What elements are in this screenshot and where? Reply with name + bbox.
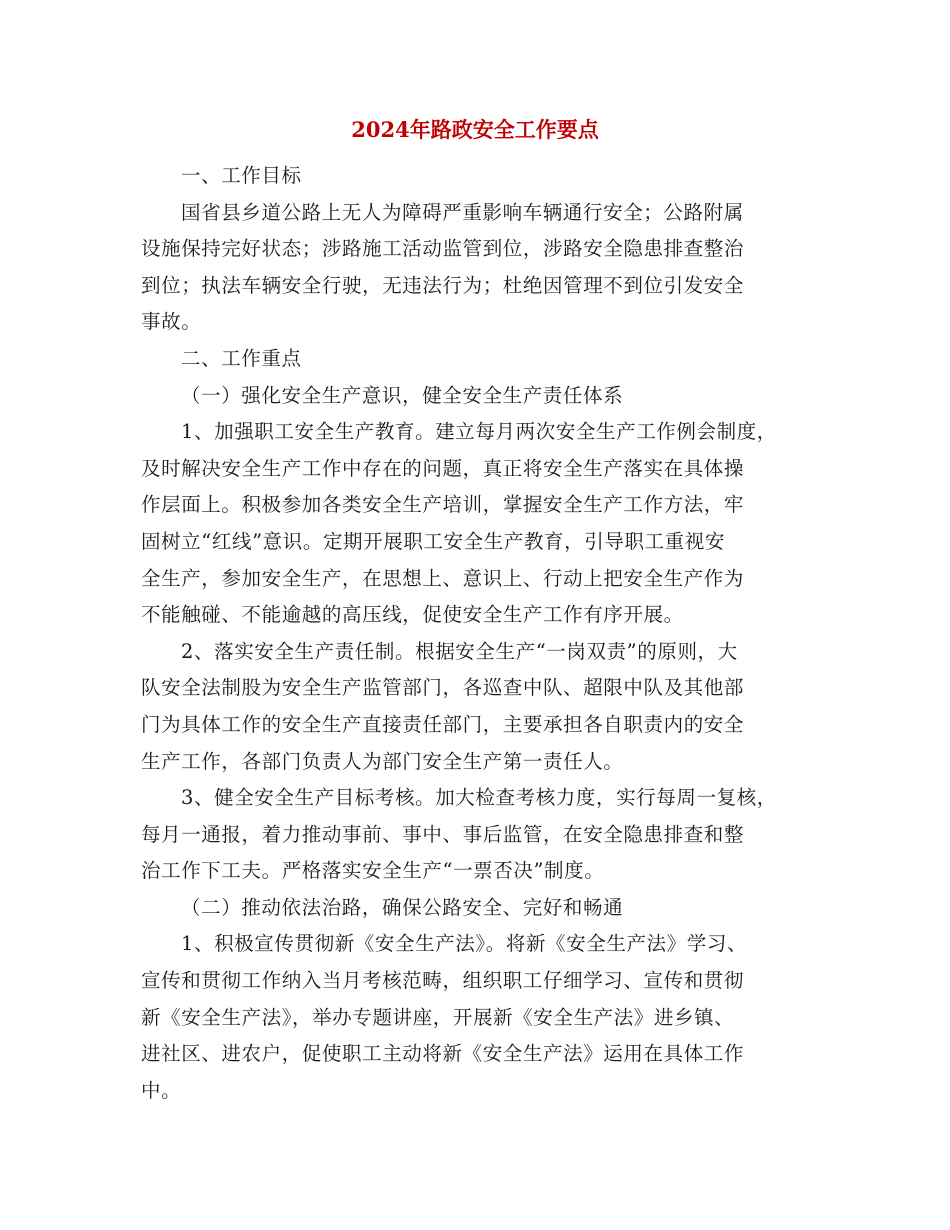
paragraph-line: （二）推动依法治路，确保公路安全、完好和畅通 bbox=[181, 895, 624, 919]
paragraph-line: 宣传和贯彻工作纳入当月考核范畴，组织职工仔细学习、宣传和贯彻 bbox=[141, 969, 745, 993]
paragraph-line: 进社区、进农户，促使职工主动将新《安全生产法》运用在具体工作 bbox=[141, 1042, 745, 1066]
paragraph-line: 1、积极宣传贯彻新《安全生产法》。将新《安全生产法》学习、 bbox=[181, 932, 748, 956]
paragraph-line: 到位；执法车辆安全行驶，无违法行为；杜绝因管理不到位引发安全 bbox=[141, 273, 745, 297]
paragraph-line: 一、工作目标 bbox=[181, 164, 302, 187]
paragraph-line: 设施保持完好状态；涉路施工活动监管到位，涉路安全隐患排查整治 bbox=[141, 237, 745, 261]
paragraph-line: 3、健全安全生产目标考核。加大检查考核力度，实行每周一复核， bbox=[181, 786, 777, 810]
paragraph-line: 固树立“红线”意识。定期开展职工安全生产教育，引导职工重视安 bbox=[141, 529, 725, 553]
paragraph-line: 治工作下工夫。严格落实安全生产“一票否决”制度。 bbox=[141, 859, 605, 883]
paragraph-line: 门为具体工作的安全生产直接责任部门，主要承担各自职责内的安全 bbox=[141, 712, 745, 736]
paragraph-line: 2、落实安全生产责任制。根据安全生产“一岗双责”的原则，大 bbox=[181, 639, 738, 663]
paragraph-line: 队安全法制股为安全生产监管部门，各巡查中队、超限中队及其他部 bbox=[141, 676, 745, 700]
document-body bbox=[141, 158, 801, 1109]
document-title: 2024年路政安全工作要点 bbox=[351, 117, 599, 142]
paragraph-line: 国省县乡道公路上无人为障碍严重影响车辆通行安全；公路附属 bbox=[181, 200, 744, 224]
paragraph-line: 生产工作，各部门负责人为部门安全生产第一责任人。 bbox=[141, 749, 624, 773]
paragraph-line: （一）强化安全生产意识，健全安全生产责任体系 bbox=[181, 383, 624, 407]
paragraph-line: 二、工作重点 bbox=[181, 346, 302, 370]
paragraph-line: 中。 bbox=[141, 1078, 182, 1102]
paragraph-line: 每月一通报，着力推动事前、事中、事后监管，在安全隐患排查和整 bbox=[141, 822, 745, 846]
paragraph-line: 新《安全生产法》，举办专题讲座，开展新《安全生产法》进乡镇、 bbox=[141, 1005, 735, 1029]
paragraph-line: 及时解决安全生产工作中存在的问题，真正将安全生产落实在具体操 bbox=[141, 456, 745, 480]
paragraph-line: 全生产，参加安全生产，在思想上、意识上、行动上把安全生产作为 bbox=[141, 566, 745, 590]
paragraph-line: 作层面上。积极参加各类安全生产培训，掌握安全生产工作方法，牢 bbox=[141, 493, 745, 517]
paragraph-line: 不能触碰、不能逾越的高压线，促使安全生产工作有序开展。 bbox=[141, 603, 684, 627]
paragraph-line: 1、加强职工安全生产教育。建立每月两次安全生产工作例会制度， bbox=[181, 420, 777, 444]
paragraph-line: 事故。 bbox=[141, 310, 202, 334]
